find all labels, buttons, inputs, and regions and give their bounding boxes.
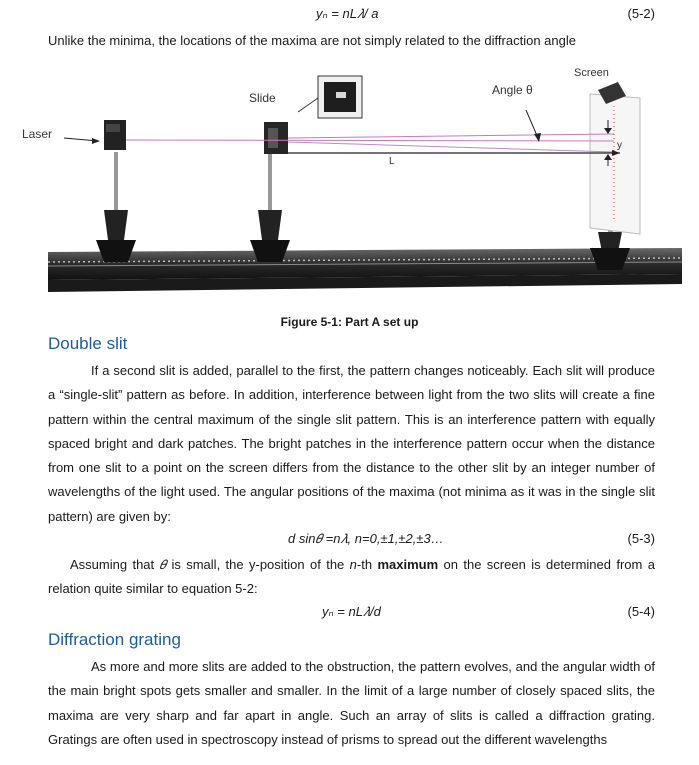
laser-label: Laser	[22, 127, 53, 141]
n-symbol: n	[349, 557, 357, 572]
double-slit-text: If a second slit is added, parallel to the first, the pattern changes noticeably. Each slit will produce a “single-slit” pattern as before. In addition, interference between light from the two slits will create a fine pattern within the central maximum of the single slit pattern. This is an interference pattern with equally spaced bright and dark patches. The bright patches in the interference pattern occur when the distance from one slit to a point on the screen differs from the distance to the other slit by an integer number of wavelengths of the light used. The angular positions of the maxima (not minima as it was in the single slit pattern) are given by:	[48, 363, 655, 524]
assumption-text	[48, 553, 655, 602]
laser-beams	[126, 134, 620, 156]
equation-5-4	[48, 604, 655, 624]
figure-caption: Figure 5-1: Part A set up	[280, 315, 419, 329]
y-label: y	[617, 140, 622, 151]
assumption-paragraph	[48, 553, 655, 602]
screen-stand	[590, 82, 640, 270]
slide-label: Slide	[249, 91, 276, 105]
screen-label: Screen	[574, 67, 609, 79]
equation-formula: yₙ = nL𝜆/ a	[316, 6, 379, 21]
assume-part2: is small, the y-position of the	[166, 557, 350, 572]
assume-part1: Assuming that	[70, 557, 160, 572]
equation-number: (5-2)	[627, 6, 655, 21]
equation-5-2	[48, 6, 655, 26]
double-slit-paragraph	[48, 359, 655, 529]
maximum-term: maximum	[377, 557, 439, 572]
grating-text: As more and more slits are added to the obstruction, the pattern evolves, and the angular width of the main bright spots gets smaller and smaller. In the limit of a large number of closely spaced slits, the maxima are very sharp and far apart in angle. Such an array of slits is called a diffraction grating. Gratings are often used in spectroscopy instead of prisms to spread out the different wavelengths	[48, 659, 655, 747]
equation-number: (5-3)	[627, 531, 655, 546]
grating-heading: Diffraction grating	[48, 630, 181, 649]
assume-part3: -th	[356, 557, 378, 572]
double-slit-heading: Double slit	[48, 334, 128, 353]
optical-rail	[48, 248, 682, 292]
equation-formula: yₙ = nL𝜆/d	[322, 604, 381, 619]
theta-symbol: 𝜃	[159, 557, 167, 572]
laser-stand	[96, 120, 136, 262]
equation-formula: d sin𝜃 =n𝜆, n=0,±1,±2,±3…	[288, 531, 444, 546]
setup-figure	[0, 62, 699, 312]
slide-stand	[250, 122, 290, 262]
slide-inset	[298, 76, 362, 118]
equation-5-3	[48, 531, 655, 551]
grating-paragraph	[48, 655, 655, 752]
angle-label: Angle θ	[492, 83, 533, 97]
intro-text: Unlike the minima, the locations of the maxima are not simply related to the diffraction angle	[48, 33, 576, 48]
length-label: L	[389, 156, 395, 167]
assume-part4: on the screen is determined from a relation quite similar to equation 5-2:	[48, 557, 655, 597]
intro-paragraph	[48, 31, 655, 51]
equation-number: (5-4)	[627, 604, 655, 619]
